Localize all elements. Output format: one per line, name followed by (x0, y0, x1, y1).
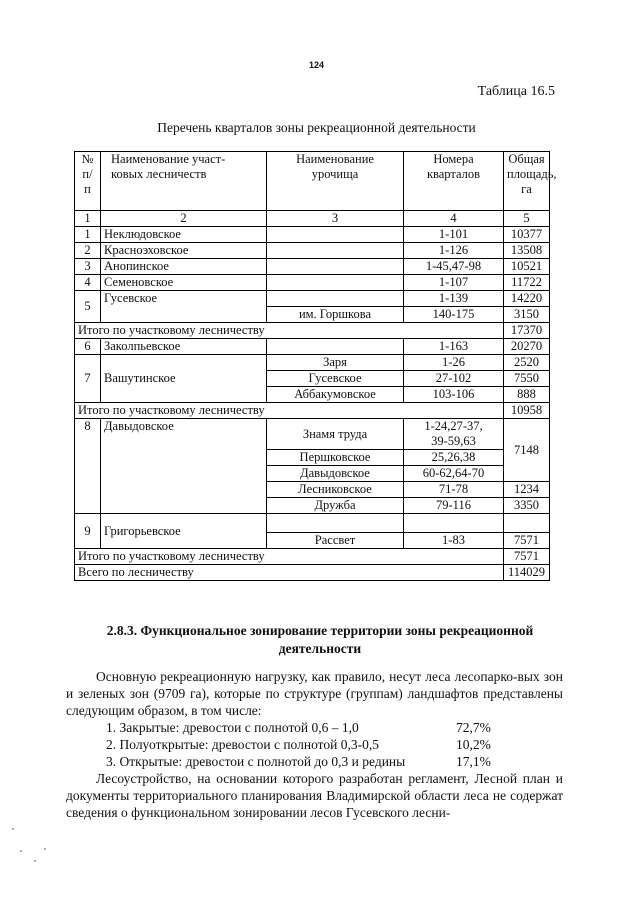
row-number: 7 (75, 355, 101, 403)
quarter-numbers: 1-45,47-98 (404, 259, 504, 275)
tract-name: им. Горшкова (267, 307, 404, 323)
header-number-cell: 5 (504, 211, 550, 227)
forestry-name: Вашутинское (101, 355, 267, 403)
row-number: 1 (75, 227, 101, 243)
quarter-numbers: 79-116 (404, 498, 504, 514)
subtotal-label: Итого по участковому лесничеству (75, 403, 504, 419)
header-number-cell: 3 (267, 211, 404, 227)
table-row (75, 243, 550, 259)
quarter-numbers: 60-62,64-70 (404, 466, 504, 482)
header-quarter-numbers: Номера кварталов (404, 152, 504, 211)
header-numbers-row (75, 211, 550, 227)
quarter-numbers: 27-102 (404, 371, 504, 387)
area-value: 7148 (504, 419, 550, 482)
area-value: 3150 (504, 307, 550, 323)
header-number-cell: 2 (101, 211, 267, 227)
total-value: 114029 (504, 565, 550, 581)
total-row (75, 565, 550, 581)
header-number-cell: 4 (404, 211, 504, 227)
list-item (66, 719, 563, 736)
scan-artifact (44, 848, 46, 850)
header-total-area: Общая площадь, га (504, 152, 550, 211)
row-number: 9 (75, 514, 101, 549)
area-value: 14220 (504, 291, 550, 307)
quarter-numbers: 1-126 (404, 243, 504, 259)
quarter-numbers: 1-101 (404, 227, 504, 243)
quarter-numbers: 1-107 (404, 275, 504, 291)
tract-name (267, 275, 404, 291)
area-value: 13508 (504, 243, 550, 259)
area-value: 2520 (504, 355, 550, 371)
list-item (66, 736, 563, 753)
quarter-numbers: 1-24,27-37, 39-59,63 (404, 419, 504, 450)
body-text (66, 668, 563, 821)
scan-artifact (12, 828, 14, 830)
table-row (75, 355, 550, 371)
header-number-cell: 1 (75, 211, 101, 227)
tract-name (267, 339, 404, 355)
table-title: Перечень кварталов зоны рекреационной деятельности (157, 120, 476, 135)
tract-name: Знамя труда (267, 419, 404, 450)
section-heading-line: 2.8.3. Функциональное зонирование территории зоны рекреационной (106, 623, 534, 638)
list-item-text: 2. Полуоткрытые: древостои с полнотой 0,3-0,5 (106, 737, 379, 752)
row-number: 6 (75, 339, 101, 355)
quarter-numbers: 140-175 (404, 307, 504, 323)
list-item (66, 753, 563, 770)
table-row (75, 419, 550, 450)
tract-name (267, 243, 404, 259)
row-number: 4 (75, 275, 101, 291)
page-number: 124 (308, 60, 325, 70)
forestry-name: Семеновское (101, 275, 267, 291)
subtotal-row (75, 323, 550, 339)
area-value: 20270 (504, 339, 550, 355)
tract-name: Давыдовское (267, 466, 404, 482)
tract-name (267, 514, 404, 533)
area-value: 11722 (504, 275, 550, 291)
subtotal-value: 10958 (504, 403, 550, 419)
quarter-numbers: 1-83 (404, 533, 504, 549)
subtotal-row (75, 549, 550, 565)
area-value: 888 (504, 387, 550, 403)
row-number: 2 (75, 243, 101, 259)
list-item-value: 17,1% (456, 754, 491, 769)
tract-name: Заря (267, 355, 404, 371)
section-heading (80, 622, 560, 658)
forestry-name: Гусевское (101, 291, 267, 323)
subtotal-label: Итого по участковому лесничеству (75, 549, 504, 565)
paragraph: Лесоустройство, на основании которого разработан регламент, Лесной план и документы территориального планирования Владимирской области леса не содержат сведения о функциональном зонировании лесов Гусевского лесни- (66, 771, 563, 820)
tract-name: Лесниковское (267, 482, 404, 498)
subtotal-value: 17370 (504, 323, 550, 339)
forestry-name: Красноэховское (101, 243, 267, 259)
quarter-numbers: 103-106 (404, 387, 504, 403)
row-number: 5 (75, 291, 101, 323)
subtotal-label: Итого по участковому лесничеству (75, 323, 504, 339)
tract-name: Гусевское (267, 371, 404, 387)
tract-name: Аббакумовское (267, 387, 404, 403)
total-label: Всего по лесничеству (75, 565, 504, 581)
subtotal-value: 7571 (504, 549, 550, 565)
table-row (75, 514, 550, 533)
area-value (504, 514, 550, 533)
area-value: 10521 (504, 259, 550, 275)
area-value: 7571 (504, 533, 550, 549)
list-item-text: 1. Закрытые: древостои с полнотой 0,6 – 1,0 (106, 720, 359, 735)
quarter-numbers: 1-139 (404, 291, 504, 307)
header-number: № п/ п (75, 152, 101, 211)
list-item-value: 72,7% (456, 720, 491, 735)
forestry-name: Григорьевское (101, 514, 267, 549)
forestry-name: Анопинское (101, 259, 267, 275)
tract-name: Першковское (267, 450, 404, 466)
area-value: 1234 (504, 482, 550, 498)
scan-artifact (20, 850, 22, 852)
quarter-numbers (404, 514, 504, 533)
quarter-numbers: 1-26 (404, 355, 504, 371)
tract-name (267, 291, 404, 307)
list-item-value: 10,2% (456, 737, 491, 752)
row-number: 8 (75, 419, 101, 514)
forestry-name: Заколпьевское (101, 339, 267, 355)
section-heading-line: деятельности (278, 641, 362, 656)
area-value: 10377 (504, 227, 550, 243)
tract-name: Дружба (267, 498, 404, 514)
paragraph: Основную рекреационную нагрузку, как правило, несут леса лесопарко-вых зон и зеленых зон (9709 га), которые по структуре (группам) ландшафтов представлены следующим образом, в том числе: (66, 669, 563, 718)
tract-name: Рассвет (267, 533, 404, 549)
row-number: 3 (75, 259, 101, 275)
table-header-row (75, 152, 550, 211)
header-forestry-name: Наименование участ- ковых лесничеств (101, 152, 267, 211)
table-row (75, 275, 550, 291)
tract-name (267, 259, 404, 275)
table-label: Таблица 16.5 (477, 84, 555, 99)
list-item-text: 3. Открытые: древостои с полнотой до 0,3 и редины (106, 754, 406, 769)
table-row (75, 259, 550, 275)
table-row (75, 227, 550, 243)
area-value: 3350 (504, 498, 550, 514)
quarter-numbers: 25,26,38 (404, 450, 504, 466)
quarter-numbers: 71-78 (404, 482, 504, 498)
scan-artifact (34, 860, 36, 862)
area-value: 7550 (504, 371, 550, 387)
forestry-name: Давыдовское (101, 419, 267, 514)
tract-name (267, 227, 404, 243)
header-tract-name: Наименование урочища (267, 152, 404, 211)
table-row (75, 339, 550, 355)
forestry-name: Неклюдовское (101, 227, 267, 243)
quarters-table (74, 151, 557, 581)
quarter-numbers: 1-163 (404, 339, 504, 355)
table-row (75, 291, 550, 307)
subtotal-row (75, 403, 550, 419)
